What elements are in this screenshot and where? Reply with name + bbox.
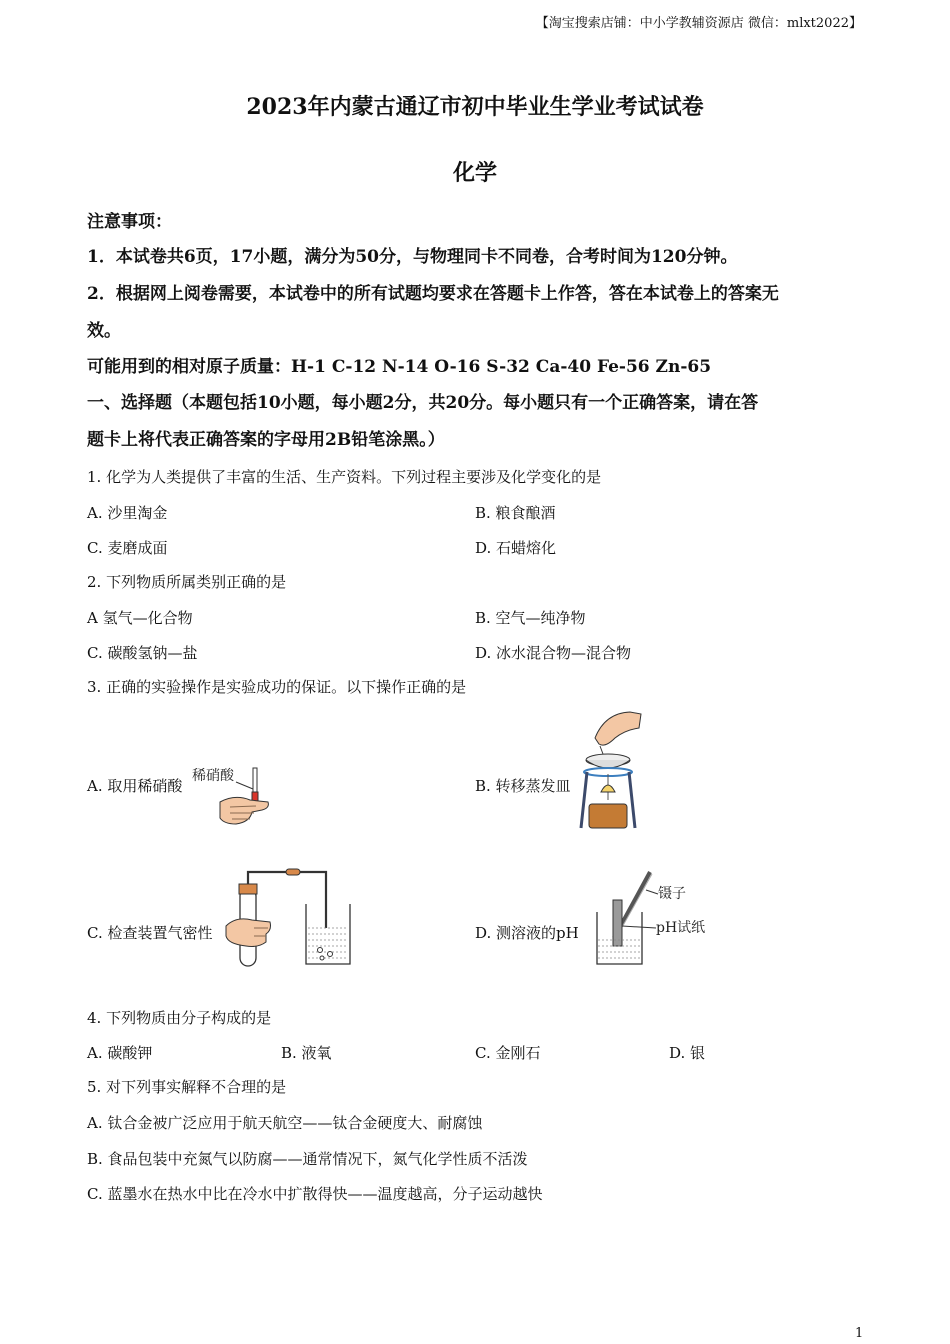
q2-stem: 2. 下列物质所属类别正确的是 [87, 573, 287, 591]
ph-paper-label: pH试纸 [656, 920, 706, 936]
q3-option-d: D. 测溶液的pH [475, 924, 579, 942]
q4-stem: 4. 下列物质由分子构成的是 [87, 1009, 272, 1027]
page-number: 1 [855, 1326, 864, 1341]
q2-option-b: B. 空气—纯净物 [475, 609, 586, 627]
exam-title: 2023年内蒙古通辽市初中毕业生学业考试试卷 [246, 94, 704, 120]
q5-stem: 5. 对下列事实解释不合理的是 [87, 1078, 287, 1096]
q4-option-c: C. 金刚石 [475, 1044, 541, 1062]
q1-option-d: D. 石蜡熔化 [475, 539, 557, 557]
section-1-heading: 一、选择题（本题包括10小题，每小题2分，共20分。每小题只有一个正确答案，请在答 [87, 393, 759, 413]
ph-test-illustration [592, 866, 722, 971]
q3-option-c: C. 检查装置气密性 [87, 924, 213, 942]
notes-item-2: 2．根据网上阅卷需要，本试卷中的所有试题均要求在答题卡上作答，答在本试卷上的答案无 [87, 284, 779, 304]
q4-option-d: D. 银 [669, 1044, 706, 1062]
q1-option-b: B. 粮食酿酒 [475, 504, 556, 522]
q2-option-a: A 氢气—化合物 [87, 609, 193, 627]
notes-item-1: 1．本试卷共6页，17小题，满分为50分，与物理同卡不同卷，合考时间为120分钟。 [87, 247, 738, 267]
q1-stem: 1. 化学为人类提供了丰富的生活、生产资料。下列过程主要涉及化学变化的是 [87, 468, 602, 486]
evaporating-dish-illustration [575, 708, 645, 833]
q1-option-a: A. 沙里淘金 [87, 504, 168, 522]
airtightness-apparatus-illustration [222, 866, 362, 971]
subject-title: 化学 [452, 160, 497, 186]
header-note: 【淘宝搜索店铺：中小学教辅资源店 微信：mlxt2022】 [535, 16, 862, 31]
q2-option-d: D. 冰水混合物—混合物 [475, 644, 632, 662]
notes-heading: 注意事项： [87, 212, 172, 232]
q5-option-c: C. 蓝墨水在热水中比在冷水中扩散得快——温度越高，分子运动越快 [87, 1185, 543, 1203]
q3-option-b: B. 转移蒸发皿 [475, 777, 571, 795]
q5-option-a: A. 钛合金被广泛应用于航天航空——钛合金硬度大、耐腐蚀 [87, 1114, 483, 1132]
q2-option-c: C. 碳酸氢钠—盐 [87, 644, 198, 662]
q3-option-a: A. 取用稀硝酸 [87, 777, 183, 795]
q5-option-b: B. 食品包装中充氮气以防腐——通常情况下，氮气化学性质不活泼 [87, 1150, 528, 1168]
atomic-masses: 可能用到的相对原子质量：H-1 C-12 N-14 O-16 S-32 Ca-40 Fe-56 Zn-65 [87, 357, 712, 377]
q3-stem: 3. 正确的实验操作是实验成功的保证。以下操作正确的是 [87, 678, 467, 696]
q4-option-b: B. 液氧 [281, 1044, 332, 1062]
tweezers-label: 镊子 [658, 886, 686, 902]
q4-option-a: A. 碳酸钾 [87, 1044, 153, 1062]
dilute-nitric-acid-label: 稀硝酸 [192, 768, 234, 784]
q1-option-c: C. 麦磨成面 [87, 539, 168, 557]
section-1-heading-cont: 题卡上将代表正确答案的字母用2B铅笔涂黑。） [87, 430, 445, 450]
notes-item-2-cont: 效。 [87, 321, 121, 341]
dropper-hand-illustration [190, 762, 280, 832]
